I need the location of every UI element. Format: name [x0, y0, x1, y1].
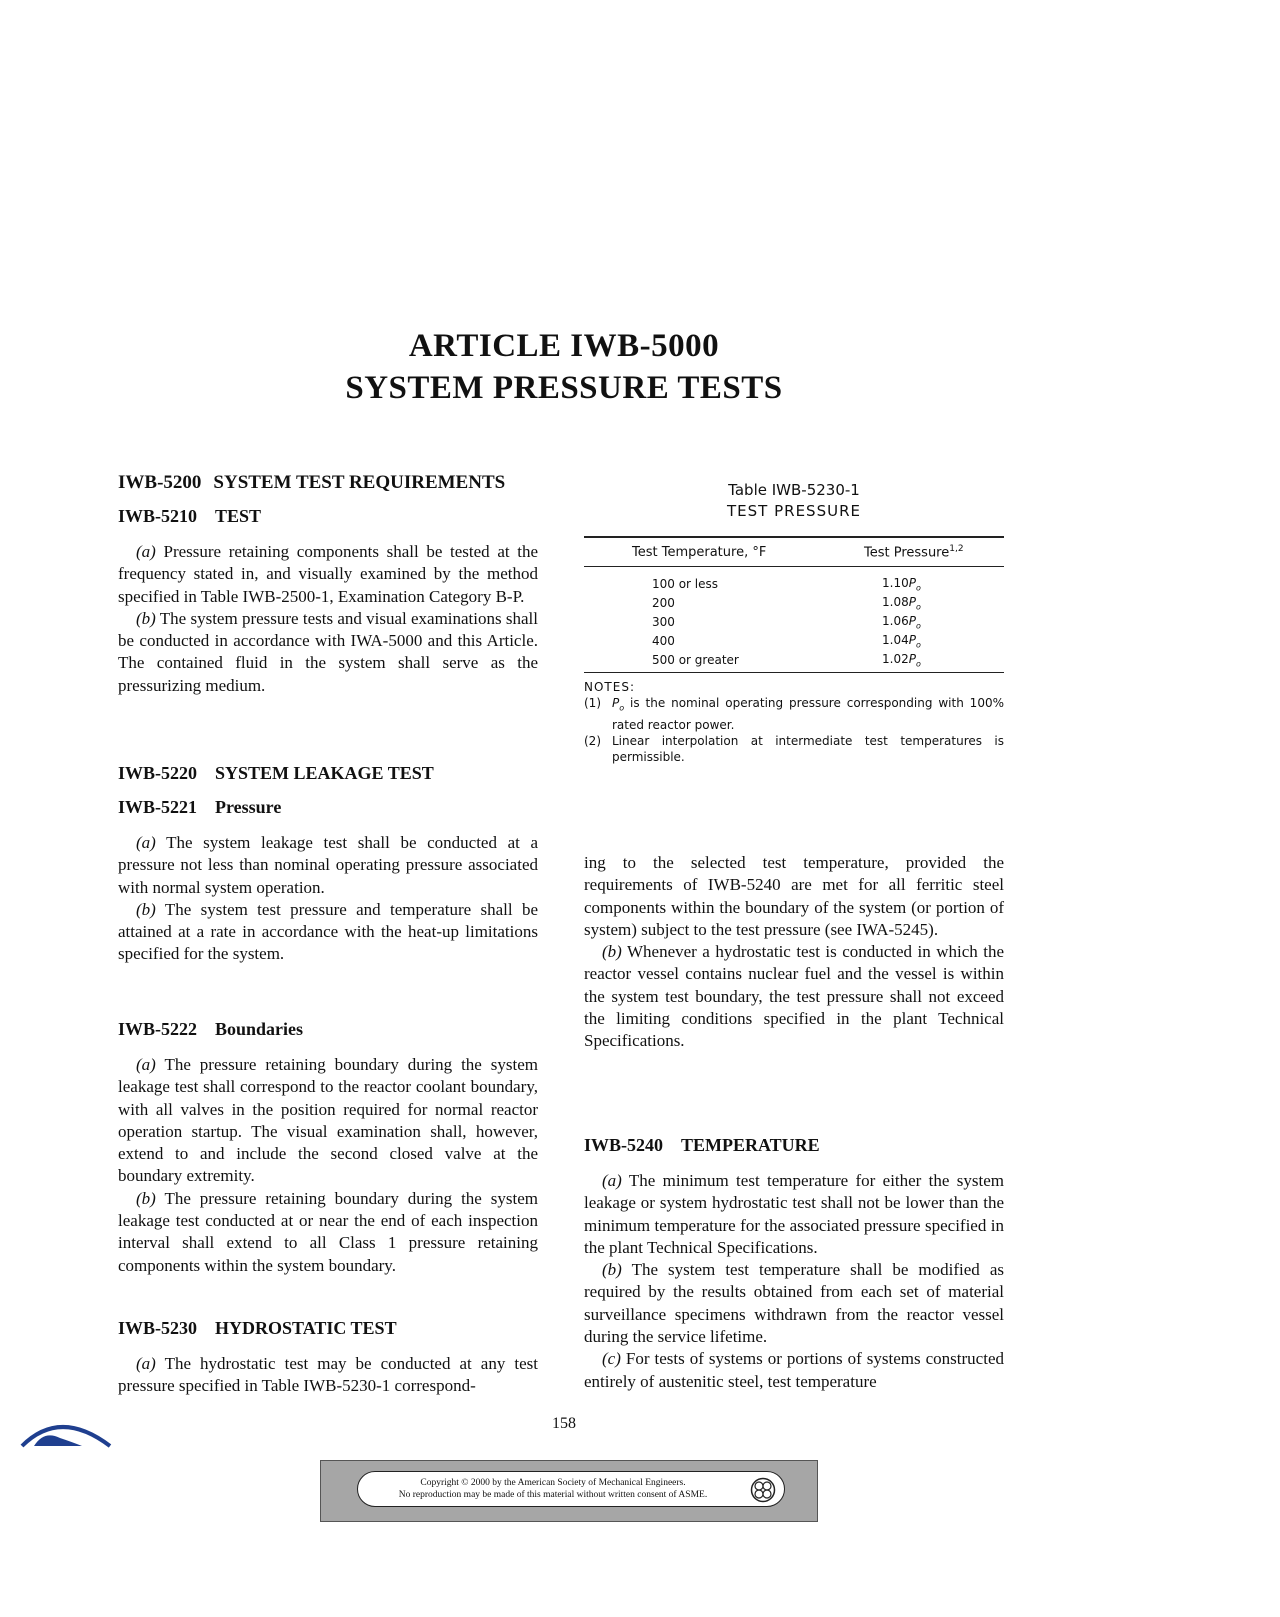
table-row — [584, 593, 1004, 612]
note-2 — [584, 733, 1004, 765]
pressure-factor: 1.06 — [882, 613, 909, 628]
col-header-pressure-sup: 1,2 — [949, 544, 964, 554]
article-title: ARTICLE IWB-5000 — [408, 328, 720, 364]
cell-temperature: 300 — [652, 614, 675, 629]
cell-pressure — [794, 593, 1004, 612]
note-number: (2) — [584, 733, 601, 748]
section-iwb-5221 — [118, 797, 538, 966]
paragraph-5230-a — [118, 1353, 538, 1398]
paragraph-5221-b — [118, 899, 538, 966]
note-number: (1) — [584, 696, 601, 711]
paragraph-5210-b — [118, 608, 538, 697]
pressure-factor: 1.08 — [882, 594, 909, 609]
copyright-footer — [320, 1460, 818, 1522]
table-caption — [584, 480, 1004, 522]
para-label: (a) — [136, 833, 156, 852]
po-symbol: P — [908, 651, 916, 666]
po-symbol: P — [908, 594, 916, 609]
pressure-factor: 1.10 — [882, 575, 909, 590]
heading-iwb-5230 — [118, 1318, 538, 1339]
section-title: SYSTEM LEAKAGE TEST — [215, 763, 434, 783]
po-subscript: o — [915, 602, 921, 612]
article-subtitle: SYSTEM PRESSURE TESTS — [345, 370, 783, 406]
para-text: The system pressure tests and visual examinations shall be conducted in accordance with IWA-5000 and this Article. The contained fluid in the system shall serve as the pressurizing medium. — [118, 608, 538, 695]
paragraph-5222-b — [118, 1188, 538, 1277]
para-text: The system test temperature shall be modified as required by the results obtained from each set of material surveillance specimens withdrawn from the reactor vessel during the service lifetime. — [584, 1260, 1005, 1347]
para-text: The minimum test temperature for either the system leakage or system hydrostatic test shall not be lower than the minimum temperature for the associated pressure specified in the plant Technical Specifications. — [584, 1171, 1004, 1257]
section-iwb-5230 — [118, 1318, 538, 1398]
paragraph-5230-b — [584, 941, 1004, 1052]
paragraph-5210-a — [118, 541, 538, 608]
paragraph-5240-a — [584, 1170, 1004, 1259]
heading-iwb-5221 — [118, 797, 538, 818]
table-notes — [584, 679, 1004, 764]
para-label: (b) — [136, 1188, 156, 1208]
para-text: The pressure retaining boundary during the system leakage test conducted at or near the end of each inspection interval shall extend to all Class 1 pressure retaining components within the system boundary. — [118, 1188, 538, 1275]
section-title: TEST — [215, 506, 262, 526]
po-symbol: P — [908, 575, 916, 590]
cell-temperature: 400 — [652, 633, 675, 648]
po-subscript: o — [915, 659, 921, 669]
para-label: (a) — [136, 542, 156, 561]
cell-temperature: 200 — [652, 595, 675, 610]
paragraph-5240-b — [584, 1259, 1004, 1348]
section-number: IWB-5210 — [118, 506, 198, 526]
copyright-line-1: Copyright © 2000 by the American Society of Mechanical Engineers. — [420, 1478, 686, 1488]
section-title: Pressure — [215, 797, 282, 817]
para-label: (a) — [136, 1354, 156, 1373]
cell-pressure — [794, 612, 1004, 631]
asme-seal-icon — [750, 1477, 776, 1503]
table-row — [584, 612, 1004, 631]
para-label: (c) — [602, 1349, 621, 1369]
table-title: TEST PRESSURE — [727, 502, 861, 520]
po-subscript: o — [915, 583, 921, 593]
para-text: Pressure retaining components shall be tested at the frequency stated in, and visually examined by the method specified in Table IWB-2500-1, Examination Category B-P. — [118, 542, 538, 606]
section-number: IWB-5220 — [118, 763, 198, 783]
heading-iwb-5220 — [118, 763, 538, 784]
table-row — [584, 650, 1004, 673]
section-number: IWB-5230 — [118, 1318, 198, 1338]
section-iwb-5222 — [118, 1019, 538, 1277]
page-number: 158 — [552, 1415, 576, 1432]
section-iwb-5210 — [118, 506, 538, 697]
para-label: (b) — [602, 1260, 622, 1280]
cell-pressure — [794, 567, 1004, 594]
cell-pressure — [794, 650, 1004, 673]
section-number: IWB-5200 — [118, 472, 202, 493]
cell-temperature: 500 or greater — [584, 650, 794, 673]
po-symbol: P — [612, 696, 620, 711]
copyright-notice — [357, 1471, 785, 1507]
para-text: Whenever a hydrostatic test is conducted in which the reactor vessel contains nuclear fuel and the vessel is within the system test boundary, the test pressure shall not exceed the limiting conditions specified in the plant Technical Specifications. — [584, 942, 1004, 1051]
section-title: TEMPERATURE — [681, 1135, 820, 1155]
para-text: The system test pressure and temperature shall be attained at a rate in accordance with the heat-up limitations specified for the system. — [118, 899, 538, 964]
heading-iwb-5200 — [118, 472, 538, 494]
publisher-logo-icon — [20, 1416, 112, 1448]
cell-pressure — [794, 631, 1004, 650]
table-row — [584, 631, 1004, 650]
table-row — [584, 567, 1004, 594]
section-iwb-5230-continued — [584, 852, 1004, 1053]
paragraph-5222-a — [118, 1054, 538, 1188]
cell-temperature: 100 or less — [652, 576, 719, 591]
section-number: IWB-5221 — [118, 797, 198, 817]
section-iwb-5220 — [118, 763, 538, 784]
table-iwb-5230-1 — [584, 480, 1004, 765]
para-label: (a) — [136, 1055, 156, 1074]
para-text: The pressure retaining boundary during the system leakage test shall correspond to the reactor coolant boundary, with all valves in the position required for normal reactor operation startup. The visual examination shall, however, extend to and include the second closed valve at the boundary extremity. — [118, 1055, 538, 1186]
heading-iwb-5222 — [118, 1019, 538, 1040]
po-subscript: o — [915, 640, 921, 650]
paragraph-5230-a-continued: ing to the selected test temperature, provided the requirements of IWB-5240 are met for all ferritic steel components within the boundary of the system (or portion of system) subject to the test pressure (see IWA-5245). — [584, 853, 1004, 939]
pressure-factor: 1.04 — [882, 632, 909, 647]
note-1 — [584, 695, 1004, 732]
po-symbol: P — [908, 632, 916, 647]
po-subscript: o — [619, 703, 625, 713]
heading-iwb-5240 — [584, 1135, 1004, 1156]
para-label: (b) — [136, 608, 156, 628]
section-iwb-5240 — [584, 1135, 1004, 1393]
para-label: (b) — [136, 899, 156, 919]
note-text: Linear interpolation at intermediate test temperatures is permissible. — [612, 733, 1004, 764]
para-text: The hydrostatic test may be conducted at any test pressure specified in Table IWB-5230-1 correspond- — [118, 1354, 538, 1396]
copyright-line-2: No reproduction may be made of this material without written consent of ASME. — [398, 1490, 708, 1500]
para-text: For tests of systems or portions of systems constructed entirely of austenitic steel, test temperature — [584, 1349, 1005, 1391]
note-text: is the nominal operating pressure corresponding with 100% rated reactor power. — [612, 696, 1004, 732]
col-header-pressure — [794, 537, 1004, 567]
test-pressure-table — [584, 536, 1004, 673]
paragraph-5221-a — [118, 832, 538, 899]
table-header-row — [584, 537, 1004, 567]
paragraph-5240-c — [584, 1348, 1004, 1393]
heading-iwb-5210 — [118, 506, 538, 527]
section-title: Boundaries — [215, 1019, 304, 1039]
po-subscript: o — [915, 621, 921, 631]
section-number: IWB-5240 — [584, 1135, 664, 1155]
section-title: SYSTEM TEST REQUIREMENTS — [213, 472, 506, 493]
section-iwb-5200 — [118, 472, 538, 494]
col-header-pressure-text: Test Pressure — [864, 545, 950, 561]
para-text: The system leakage test shall be conducted at a pressure not less than nominal operating pressure associated with normal system operation. — [118, 833, 538, 897]
po-symbol: P — [908, 613, 916, 628]
para-label: (a) — [602, 1171, 622, 1190]
para-label: (b) — [602, 942, 622, 962]
pressure-factor: 1.02 — [882, 651, 909, 666]
table-number: Table IWB-5230-1 — [728, 481, 860, 499]
section-title: HYDROSTATIC TEST — [215, 1318, 397, 1338]
notes-heading: NOTES: — [584, 680, 635, 695]
col-header-temperature: Test Temperature, °F — [584, 537, 794, 567]
section-number: IWB-5222 — [118, 1019, 198, 1039]
